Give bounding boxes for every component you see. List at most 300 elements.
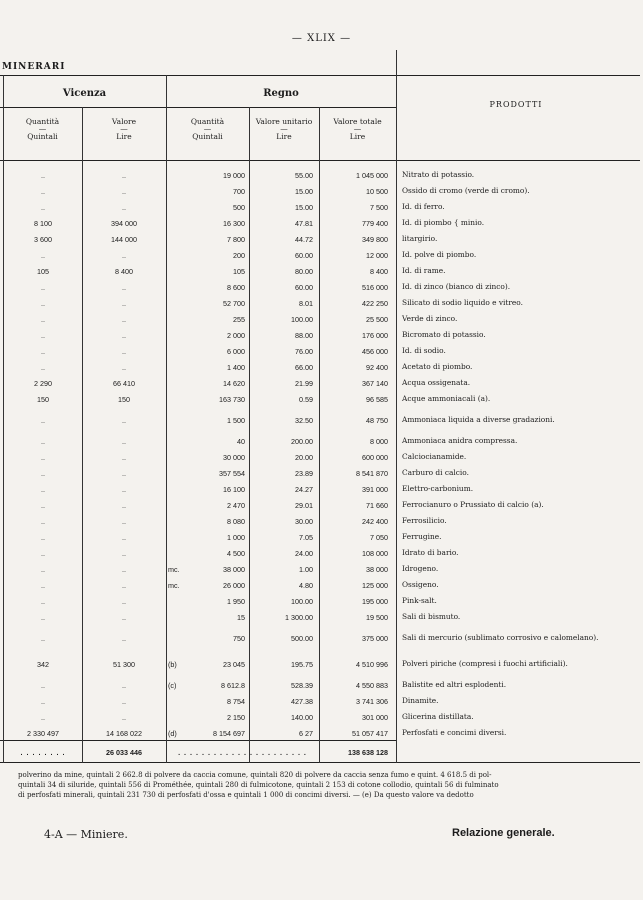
cell-r-quantita: 255 [233,314,245,324]
cell-v-valore: .. [122,250,126,260]
cell-prodotto: Carburo di calcio. [402,468,469,477]
table-row [4,215,634,231]
cell-r-valore-unitario: 8.01 [299,298,313,308]
cell-r-quantita: 40 [237,436,245,446]
cell-r-valore-unitario: 7.05 [299,532,313,542]
cell-unit-note [166,375,186,391]
footer-right: Relazione generale. [452,827,555,839]
cell-prodotto: Sali di bismuto. [402,612,461,621]
cell-prodotto: Bicromato di potassio. [402,330,486,339]
table-row [4,295,634,311]
cell-v-valore: .. [122,346,126,356]
header-r-valore-totale: Valore totale — Lire [333,117,382,141]
cell-r-quantita: 8 080 [227,516,245,526]
cell-prodotto: Id. di ferro. [402,202,445,211]
cell-v-quantita: .. [41,696,45,706]
header-r-valore-unitario-label: Valore unitario [255,117,313,126]
cell-v-valore: .. [122,633,126,643]
cell-prodotto: Calciocianamide. [402,452,467,461]
cell-unit-note [166,545,186,561]
footer-left: 4-A — Miniere. [44,828,128,841]
cell-r-quantita: 357 554 [219,468,245,478]
cell-r-quantita: 163 730 [219,394,245,404]
cell-r-quantita: 52 700 [223,298,245,308]
cell-r-valore-totale: 48 750 [366,415,388,425]
table-row [4,247,634,263]
cell-v-valore: .. [122,516,126,526]
table-row [4,481,634,497]
cell-r-valore-totale: 242 400 [362,516,388,526]
cell-v-quantita: 8 100 [34,218,52,228]
cell-r-valore-unitario: 0.59 [299,394,313,404]
cell-r-valore-unitario: 29.01 [295,500,313,510]
cell-v-valore: 394 000 [111,218,137,228]
header-r-quantita-unit: Quintali [192,132,223,141]
cell-v-valore: .. [122,468,126,478]
cell-unit-note [166,327,186,343]
cell-r-valore-unitario: 80.00 [295,266,313,276]
table-row [4,199,634,215]
cell-r-valore-unitario: 427.38 [291,696,313,706]
cell-prodotto: Sali di mercurio (sublimato corrosivo e calomelano). [402,633,599,642]
cell-v-quantita: .. [41,282,45,292]
cell-v-valore: .. [122,580,126,590]
cell-v-quantita: .. [41,415,45,425]
cell-r-valore-unitario: 20.00 [295,452,313,462]
cell-unit-note [166,359,186,375]
cell-r-quantita: 6 000 [227,346,245,356]
cell-unit-note [166,593,186,609]
cell-v-quantita: .. [41,564,45,574]
cell-prodotto: Acque ammoniacali (a). [402,394,491,403]
cell-r-quantita: 8 600 [227,282,245,292]
cell-prodotto: Idrato di bario. [402,548,459,557]
cell-v-quantita: 3 600 [34,234,52,244]
cell-r-valore-unitario: 528.39 [291,680,313,690]
table-row [4,529,634,545]
header-v-valore-unit: Lire [116,132,132,141]
cell-unit-note [166,311,186,327]
cell-r-valore-totale: 96 585 [366,394,388,404]
table-row [4,375,634,391]
table-row [4,693,634,709]
footnote [18,770,618,800]
cell-v-quantita: 342 [37,659,49,669]
cell-unit-note [166,449,186,465]
cell-v-quantita: .. [41,330,45,340]
table-row [4,407,634,433]
header-v-valore-label: Valore [111,117,137,126]
cell-r-quantita: 8 754 [227,696,245,706]
cell-v-valore: .. [122,452,126,462]
cell-prodotto: Ferrocianuro o Prussiato di calcio (a). [402,500,544,509]
cell-prodotto: Ossigeno. [402,580,439,589]
cell-r-valore-unitario: 100.00 [291,596,313,606]
cell-r-valore-totale: 8 541 870 [356,468,388,478]
table-row [4,391,634,407]
total-prodotti [396,741,634,763]
cell-unit-note [166,529,186,545]
table-row [4,593,634,609]
cell-r-quantita: 15 [237,612,245,622]
cell-r-quantita: 750 [233,633,245,643]
cell-r-valore-totale: 456 000 [362,346,388,356]
cell-unit-note [166,433,186,449]
cell-v-valore: .. [122,202,126,212]
cell-unit-note [166,231,186,247]
cell-r-valore-unitario: 200.00 [291,436,313,446]
cell-r-valore-totale: 779 400 [362,218,388,228]
table-row [4,625,634,651]
total-row [4,741,634,763]
cell-prodotto: Idrogeno. [402,564,439,573]
footnote-line-3: di perfosfati minerali, quintali 231 730 di perfosfati d'ossa e quintali 1 000 di concimi diversi. — (e) Da questo valore va dedotto [18,791,474,799]
table-row [4,725,634,741]
cell-r-quantita: 14 620 [223,378,245,388]
cell-unit-note [166,481,186,497]
cell-prodotto: Ammoniaca anidra compressa. [402,436,518,445]
header-r-valore-totale-unit: Lire [349,132,366,141]
cell-r-valore-unitario: 66.00 [295,362,313,372]
cell-r-valore-unitario: 15.00 [295,186,313,196]
total-r-valore-totale: 138 638 128 [348,747,388,757]
cell-r-quantita: 23 045 [223,659,245,669]
cell-r-quantita: 16 100 [223,484,245,494]
cell-v-valore: 8 400 [115,266,133,276]
total-v-valore: 26 033 446 [106,747,142,757]
cell-prodotto: Id. di zinco (bianco di zinco). [402,282,511,291]
cell-prodotto: Id. polve di piombo. [402,250,477,259]
cell-v-quantita: .. [41,532,45,542]
cell-v-valore: .. [122,484,126,494]
cell-r-valore-totale: 8 000 [370,436,388,446]
cell-unit-note [166,391,186,407]
cell-r-valore-unitario: 6 27 [299,728,313,738]
header-v-quantita: Quantità — Quintali [25,117,60,141]
cell-v-valore: .. [122,298,126,308]
cell-prodotto: Ammoniaca liquida a diverse gradazioni. [402,415,555,424]
cell-v-quantita: .. [41,500,45,510]
cell-prodotto: Nitrato di potassio. [402,170,475,179]
cell-v-valore: .. [122,548,126,558]
cell-r-quantita: 1 400 [227,362,245,372]
cell-r-valore-totale: 51 057 417 [352,728,388,738]
cell-unit-note [166,709,186,725]
total-v-quantita: . . . . . . . . [20,747,66,757]
page-number: — XLIX — [291,33,352,44]
cell-r-valore-unitario: 4.80 [299,580,313,590]
cell-r-valore-totale: 7 050 [370,532,388,542]
cell-v-quantita: .. [41,468,45,478]
cell-prodotto: Id. di piombo { minio. [402,218,485,227]
cell-r-valore-totale: 367 140 [362,378,388,388]
header-r-quantita-label: Quantità [190,117,225,126]
cell-prodotto: Perfosfati e concimi diversi. [402,728,507,737]
cell-v-quantita: .. [41,612,45,622]
header-group-rule [0,107,396,108]
cell-v-quantita: .. [41,170,45,180]
cell-unit-note [166,407,186,433]
cell-v-valore: .. [122,314,126,324]
cell-r-valore-unitario: 1 300.00 [285,612,313,622]
cell-r-valore-totale: 516 000 [362,282,388,292]
header-v-valore: Valore — Lire [111,117,137,141]
table-row [4,279,634,295]
table-row [4,465,634,481]
cell-v-quantita: .. [41,314,45,324]
cell-unit-note [166,183,186,199]
cell-r-valore-totale: 422 250 [362,298,388,308]
table-row [4,545,634,561]
cell-r-valore-totale: 108 000 [362,548,388,558]
cell-prodotto: Id. di rame. [402,266,446,275]
cell-r-valore-unitario: 23.89 [295,468,313,478]
header-r-valore-unitario-unit: Lire [276,132,292,141]
cell-v-quantita: .. [41,484,45,494]
table-row [4,651,634,677]
cell-unit-note: (d) [168,728,177,738]
cell-prodotto: Glicerina distillata. [402,712,474,721]
cell-v-quantita: .. [41,186,45,196]
cell-v-valore: .. [122,596,126,606]
cell-r-valore-totale: 176 000 [362,330,388,340]
cell-v-valore: .. [122,186,126,196]
cell-unit-note [166,295,186,311]
header-r-valore-totale-label: Valore totale [333,117,382,126]
cell-r-valore-totale: 8 400 [370,266,388,276]
cell-unit-note [166,465,186,481]
cell-prodotto: Balistite ed altri esplodenti. [402,680,507,689]
cell-unit-note: (c) [168,680,177,690]
cell-unit-note [166,625,186,651]
cell-r-quantita: 2 000 [227,330,245,340]
cell-r-quantita: 105 [233,266,245,276]
table-row [4,231,634,247]
footnote-line-2: quintali 34 di siluride, quintali 556 di Prométhée, quintali 280 di fulmicotone, quintali 2 153 di cotone collodio, quintali 56 di fulminato [18,781,499,789]
cell-r-valore-unitario: 76.00 [295,346,313,356]
cell-prodotto: Acqua ossigenata. [402,378,471,387]
table-row [4,343,634,359]
header-prodotti: PRODOTTI [489,100,543,109]
table-row [4,433,634,449]
cell-v-valore: .. [122,696,126,706]
cell-r-quantita: 19 000 [223,170,245,180]
cell-v-quantita: .. [41,362,45,372]
cell-r-valore-unitario: 55.00 [295,170,313,180]
table-row [4,677,634,693]
cell-r-quantita: 2 150 [227,712,245,722]
cell-v-valore: .. [122,612,126,622]
cell-r-valore-unitario: 500.00 [291,633,313,643]
cell-v-valore: 66 410 [113,378,135,388]
header-r-quantita: Quantità — Quintali [190,117,225,141]
cell-r-valore-unitario: 15.00 [295,202,313,212]
cell-unit-note [166,279,186,295]
cell-r-valore-unitario: 44.72 [295,234,313,244]
cell-prodotto: litargirio. [402,234,438,243]
cell-r-quantita: 8 612.8 [221,680,245,690]
cell-r-valore-unitario: 21.99 [295,378,313,388]
cell-v-quantita: .. [41,680,45,690]
header-r-valore-unitario: Valore unitario — Lire [255,117,313,141]
cell-prodotto: Verde di zinco. [402,314,458,323]
cell-r-quantita: 7 800 [227,234,245,244]
cell-r-valore-totale: 195 000 [362,596,388,606]
table-row [4,327,634,343]
table-row [4,311,634,327]
cell-v-valore: .. [122,362,126,372]
production-table [4,167,634,763]
cell-prodotto: Ferrugine. [402,532,442,541]
cell-prodotto: Ferrosilicio. [402,516,447,525]
table-row [4,263,634,279]
cell-v-valore: 14 168 022 [106,728,142,738]
cell-v-quantita: .. [41,452,45,462]
cell-unit-note [166,693,186,709]
cell-v-quantita: .. [41,298,45,308]
cell-prodotto: Id. di sodio. [402,346,446,355]
cell-r-valore-unitario: 24.27 [295,484,313,494]
cell-r-valore-totale: 7 500 [370,202,388,212]
cell-r-quantita: 200 [233,250,245,260]
cell-v-quantita: .. [41,250,45,260]
cell-r-valore-unitario: 32.50 [295,415,313,425]
table-row [4,513,634,529]
cell-v-quantita: .. [41,202,45,212]
cell-r-valore-totale: 19 500 [366,612,388,622]
cell-v-valore: .. [122,680,126,690]
cell-prodotto: Polveri piriche (compresi i fuochi artificiali). [402,659,568,668]
cell-r-valore-totale: 12 000 [366,250,388,260]
cell-v-quantita: .. [41,633,45,643]
cell-r-valore-totale: 125 000 [362,580,388,590]
cell-r-quantita: 1 000 [227,532,245,542]
cell-r-valore-totale: 92 400 [366,362,388,372]
cell-unit-note [166,215,186,231]
table-row [4,561,634,577]
cell-unit-note [166,263,186,279]
cell-prodotto: Ossido di cromo (verde di cromo). [402,186,530,195]
cell-prodotto: Dinamite. [402,696,439,705]
cell-r-valore-totale: 25 500 [366,314,388,324]
cell-r-valore-unitario: 1.00 [299,564,313,574]
cell-r-valore-totale: 38 000 [366,564,388,574]
cell-r-quantita: 500 [233,202,245,212]
cell-prodotto: Silicato di sodio liquido e vitreo. [402,298,523,307]
cell-r-quantita: 1 950 [227,596,245,606]
cell-r-valore-totale: 600 000 [362,452,388,462]
cell-r-quantita: 2 470 [227,500,245,510]
cell-v-quantita: 105 [37,266,49,276]
cell-v-quantita: .. [41,516,45,526]
cell-v-quantita: .. [41,548,45,558]
cell-v-quantita: 150 [37,394,49,404]
cell-r-quantita: 38 000 [223,564,245,574]
cell-r-valore-unitario: 60.00 [295,282,313,292]
cell-r-valore-totale: 391 000 [362,484,388,494]
cell-r-valore-unitario: 140.00 [291,712,313,722]
cell-unit-note [166,609,186,625]
cell-unit-note: mc. [168,580,180,590]
cell-r-valore-unitario: 60.00 [295,250,313,260]
section-title: MINERARI [2,62,66,72]
cell-v-valore: .. [122,282,126,292]
cell-v-quantita: .. [41,580,45,590]
table-top-rule [0,75,640,76]
cell-v-valore: .. [122,170,126,180]
cell-r-valore-unitario: 47.81 [295,218,313,228]
cell-unit-note [166,247,186,263]
cell-v-quantita: 2 290 [34,378,52,388]
table-row [4,167,634,183]
cell-v-quantita: .. [41,436,45,446]
cell-r-valore-totale: 349 800 [362,234,388,244]
cell-v-valore: .. [122,564,126,574]
cell-r-valore-totale: 375 000 [362,633,388,643]
header-vicenza: Vicenza [62,88,107,99]
cell-v-valore: .. [122,500,126,510]
table-body [4,167,634,741]
cell-v-valore: .. [122,415,126,425]
cell-v-valore: 51 300 [113,659,135,669]
table-row [4,497,634,513]
cell-r-valore-unitario: 24.00 [295,548,313,558]
header-regno: Regno [263,88,299,99]
cell-r-valore-totale: 10 500 [366,186,388,196]
cell-r-quantita: 8 154 697 [213,728,245,738]
header-v-quantita-unit: Quintali [27,132,58,141]
cell-r-valore-unitario: 100.00 [291,314,313,324]
cell-v-quantita: .. [41,596,45,606]
cell-v-valore: 150 [118,394,130,404]
cell-r-valore-totale: 3 741 306 [356,696,388,706]
cell-r-quantita: 4 500 [227,548,245,558]
cell-prodotto: Elettro-carbonium. [402,484,474,493]
cell-v-quantita: .. [41,346,45,356]
cell-r-valore-unitario: 88.00 [295,330,313,340]
cell-v-valore: .. [122,330,126,340]
cell-unit-note [166,343,186,359]
cell-prodotto: Acetato di piombo. [402,362,473,371]
cell-r-valore-totale: 301 000 [362,712,388,722]
header-v-quantita-label: Quantità [25,117,60,126]
cell-r-valore-unitario: 30.00 [295,516,313,526]
cell-unit-note [166,513,186,529]
cell-unit-note [166,497,186,513]
cell-r-valore-totale: 1 045 000 [356,170,388,180]
table-row [4,709,634,725]
cell-r-valore-totale: 4 550 883 [356,680,388,690]
table-row [4,577,634,593]
cell-v-valore: .. [122,436,126,446]
cell-unit-note: mc. [168,564,180,574]
cell-v-valore: .. [122,532,126,542]
cell-r-valore-unitario: 195.75 [291,659,313,669]
table-row [4,449,634,465]
cell-prodotto: Pink-salt. [402,596,437,605]
table-row [4,183,634,199]
total-r-dots: . . . . . . . . . . . . . . . . . . . . . . [178,747,307,757]
cell-r-quantita: 1 500 [227,415,245,425]
cell-v-valore: .. [122,712,126,722]
table-row [4,359,634,375]
cell-v-quantita: .. [41,712,45,722]
cell-r-quantita: 26 000 [223,580,245,590]
cell-unit-note [166,199,186,215]
cell-unit-note: (b) [168,659,177,669]
cell-r-quantita: 16 300 [223,218,245,228]
cell-unit-note [166,167,186,183]
